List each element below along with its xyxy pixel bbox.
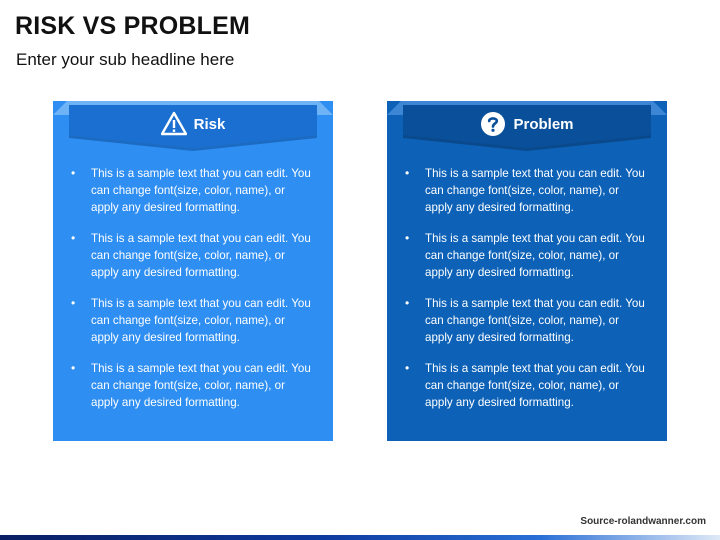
risk-bullet-item: • This is a sample text that you can edit. You can change font(size, color, name), or apply any desired formatting. <box>71 295 313 346</box>
risk-card-body <box>53 101 333 441</box>
problem-bullet-item: • This is a sample text that you can edit. You can change font(size, color, name), or apply any desired formatting. <box>405 360 647 411</box>
risk-header-label: Risk <box>193 115 226 133</box>
problem-bullet-item: • This is a sample text that you can edit. You can change font(size, color, name), or apply any desired formatting. <box>405 295 647 346</box>
risk-bullet-item: • This is a sample text that you can edit. You can change font(size, color, name), or apply any desired formatting. <box>71 360 313 411</box>
problem-card <box>387 101 667 441</box>
risk-bullet-item: • This is a sample text that you can edit. You can change font(size, color, name), or apply any desired formatting. <box>71 230 313 281</box>
problem-header-label: Problem <box>513 115 574 133</box>
risk-card <box>53 101 333 441</box>
problem-bullet-list <box>405 165 647 411</box>
warning-triangle-icon <box>161 111 187 137</box>
problem-bullet-item: • This is a sample text that you can edit. You can change font(size, color, name), or apply any desired formatting. <box>405 230 647 281</box>
problem-header <box>387 109 667 139</box>
problem-bullet-item: • This is a sample text that you can edit. You can change font(size, color, name), or apply any desired formatting. <box>405 165 647 216</box>
source-credit: Source-rolandwanner.com <box>580 516 706 527</box>
problem-card-body <box>387 101 667 441</box>
question-circle-icon <box>480 111 506 137</box>
slide-title: RISK VS PROBLEM <box>15 12 250 40</box>
risk-bullet-item: • This is a sample text that you can edit. You can change font(size, color, name), or apply any desired formatting. <box>71 165 313 216</box>
slide-subtitle: Enter your sub headline here <box>16 50 235 69</box>
risk-bullet-list <box>71 165 313 411</box>
footer-gradient-bar <box>0 535 720 540</box>
risk-header <box>53 109 333 139</box>
